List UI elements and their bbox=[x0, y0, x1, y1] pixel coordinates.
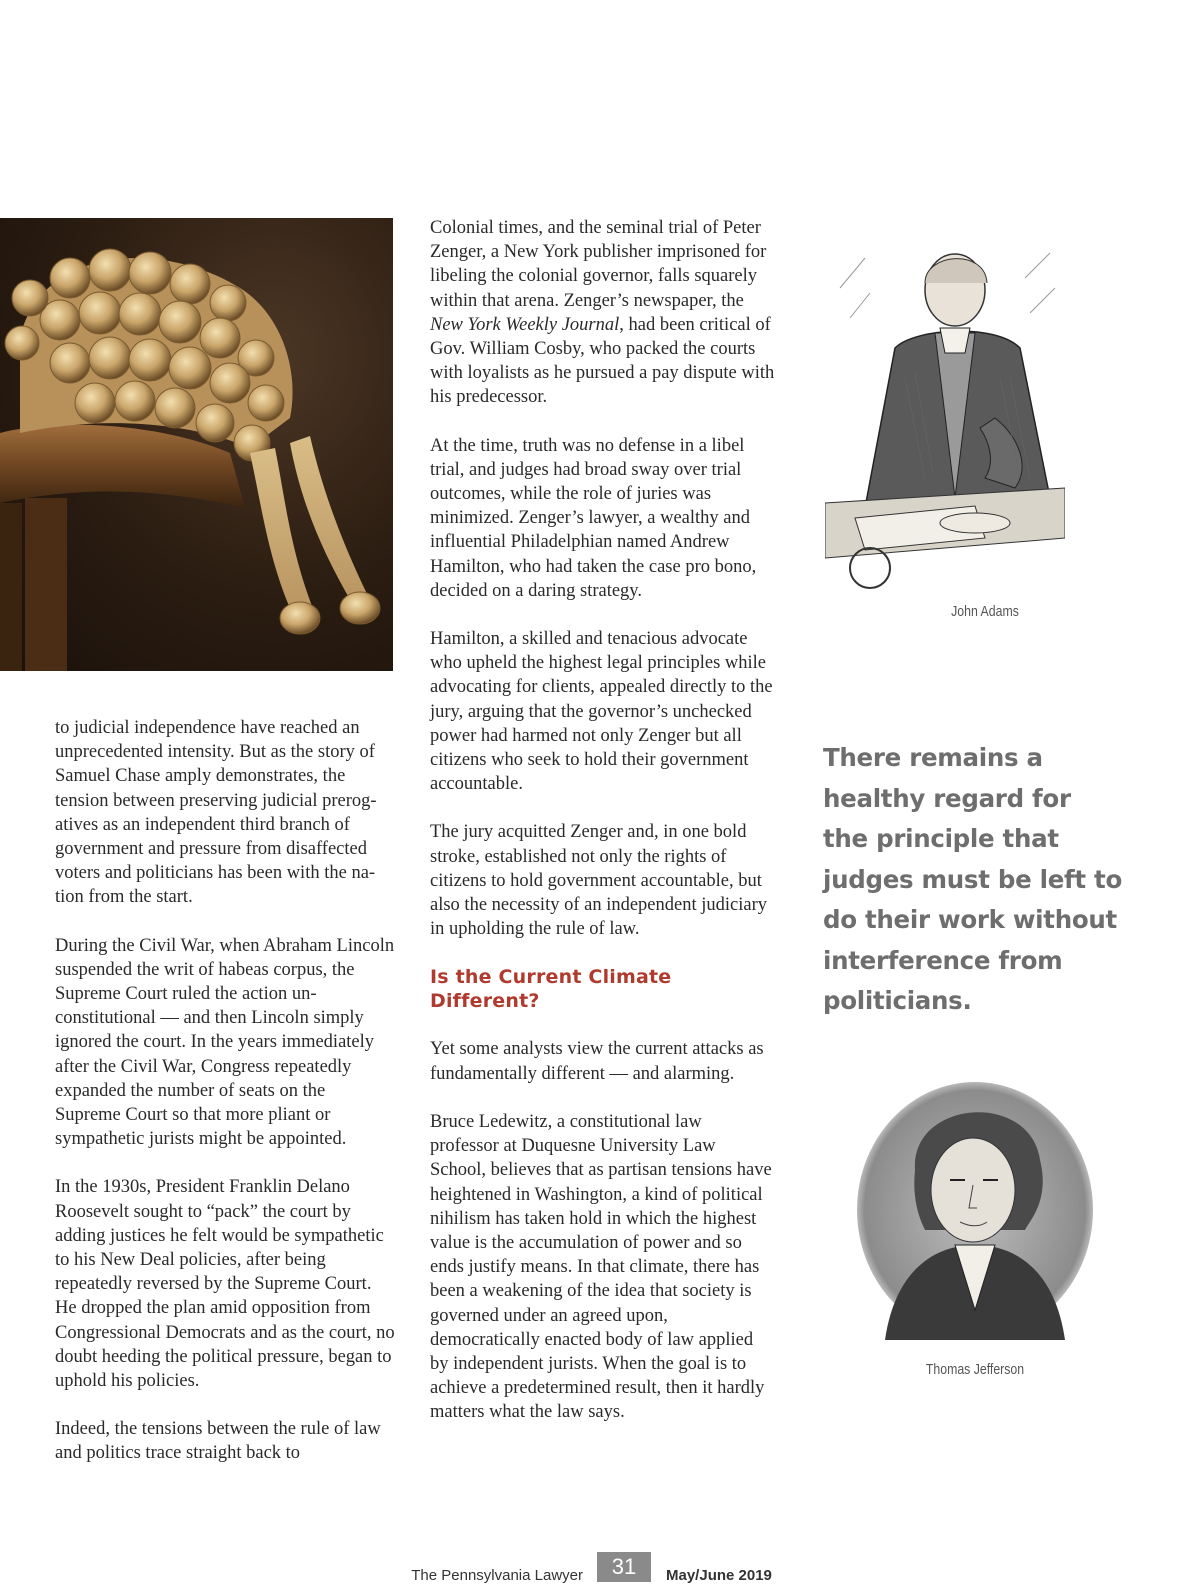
caption-john-adams: John Adams bbox=[951, 603, 1019, 620]
thomas-jefferson-portrait bbox=[855, 1080, 1095, 1380]
paragraph: The jury acquitted Zenger and, in one bold stroke, established not only the rights of citizens to hold government accountable, but also the necessity of an independent judiciary in upholding the rule of law. bbox=[430, 822, 768, 940]
paragraph: Yet some analysts view the current attacks as fundamentally different — and alarming. bbox=[430, 1039, 764, 1084]
article-column-left bbox=[55, 716, 395, 1490]
pull-quote: There remains a healthy regard for the principle that judges must be left to do their work without interference from politicians. bbox=[823, 743, 1122, 1015]
john-adams-portrait bbox=[825, 238, 1065, 628]
paragraph: Hamilton, a skilled and tenacious advocate who upheld the highest legal principles while advocating for clients, appealed directly to the jury, arguing that the governor’s unchecked power had harmed not only Zenger but all citizens who seek to hold their government accountable. bbox=[430, 629, 773, 795]
paragraph: At the time, truth was no defense in a libel trial, and judges had broad sway over trial outcomes, while the role of juries was minimized. Zenger’s lawyer, a wealthy and influential Philadelphian named Andrew Hamilton, who had taken the case pro bono, decided on a daring strategy. bbox=[430, 435, 757, 601]
footer-publication: The Pennsylvania Lawyer bbox=[411, 1567, 583, 1584]
paragraph-text: Colonial times, and the seminal trial of Peter Zenger, a New York publisher imprisoned for libeling the colonial governor, falls squarely within that arena. Zenger’s newspaper, the bbox=[430, 218, 767, 311]
paragraph-text: , had been critical of Gov. William Cosby, who packed the courts with loyalists as he pursued a pay dispute with his predecessor. bbox=[430, 314, 775, 408]
section-subhead: Is the Current Climate Different? bbox=[430, 966, 672, 1013]
caption-thomas-jefferson: Thomas Jefferson bbox=[925, 1361, 1025, 1378]
thomas-jefferson-engraving bbox=[855, 1080, 1095, 1350]
judicial-wig-illustration bbox=[0, 218, 393, 671]
paragraph: During the Civil War, when Abraham Lincoln suspended the writ of habeas corpus, the Supreme Court ruled the action unconstitutional — and then Lincoln simply ignored the court. In the years immediately after the Civil War, Congress repeatedly expanded the number of seats on the Supreme Court so that more pliant or sympathetic jurists might be appointed. bbox=[55, 935, 395, 1150]
paragraph: Bruce Ledewitz, a constitutional law professor at Duquesne University Law School, believes that as partisan tensions have heightened in Washington, a kind of political nihilism has taken hold in which the highest value is the accumulation of power and so ends justify means. In that climate, there has been a weakening of the idea that society is governed under an agreed upon, democratically enacted body of law applied by independent jurists. When the goal is to achieve a predetermined result, then it hardly matters what the law says. bbox=[430, 1111, 772, 1423]
footer-issue-date: May/June 2019 bbox=[666, 1567, 772, 1584]
page-number: 31 bbox=[597, 1552, 651, 1582]
paragraph: In the 1930s, President Franklin Delano Roosevelt sought to “pack” the court by adding justices he felt would be sympathetic to his New Deal policies, after being repeatedly reversed by the Supreme Court. He dropped the plan amid opposition from Congressional Democrats and as the court, no doubt heeding the political pressure, began to uphold his policies. bbox=[55, 1177, 395, 1392]
judicial-wig-photo bbox=[0, 218, 393, 671]
paragraph: Indeed, the tensions between the rule of law and politics trace straight back to bbox=[55, 1419, 381, 1464]
paragraph: to judicial independence have reached an unprecedented intensity. But as the story of Samuel Chase amply demonstrates, the tension between preserving judicial prerogatives as an independent third branch of government and pressure from disaffected voters and politicians has been with the nation from the start. bbox=[55, 718, 377, 908]
john-adams-engraving bbox=[825, 238, 1065, 608]
article-column-middle bbox=[430, 216, 775, 1449]
newspaper-title: New York Weekly Journal bbox=[430, 314, 620, 335]
paragraph bbox=[430, 216, 775, 410]
